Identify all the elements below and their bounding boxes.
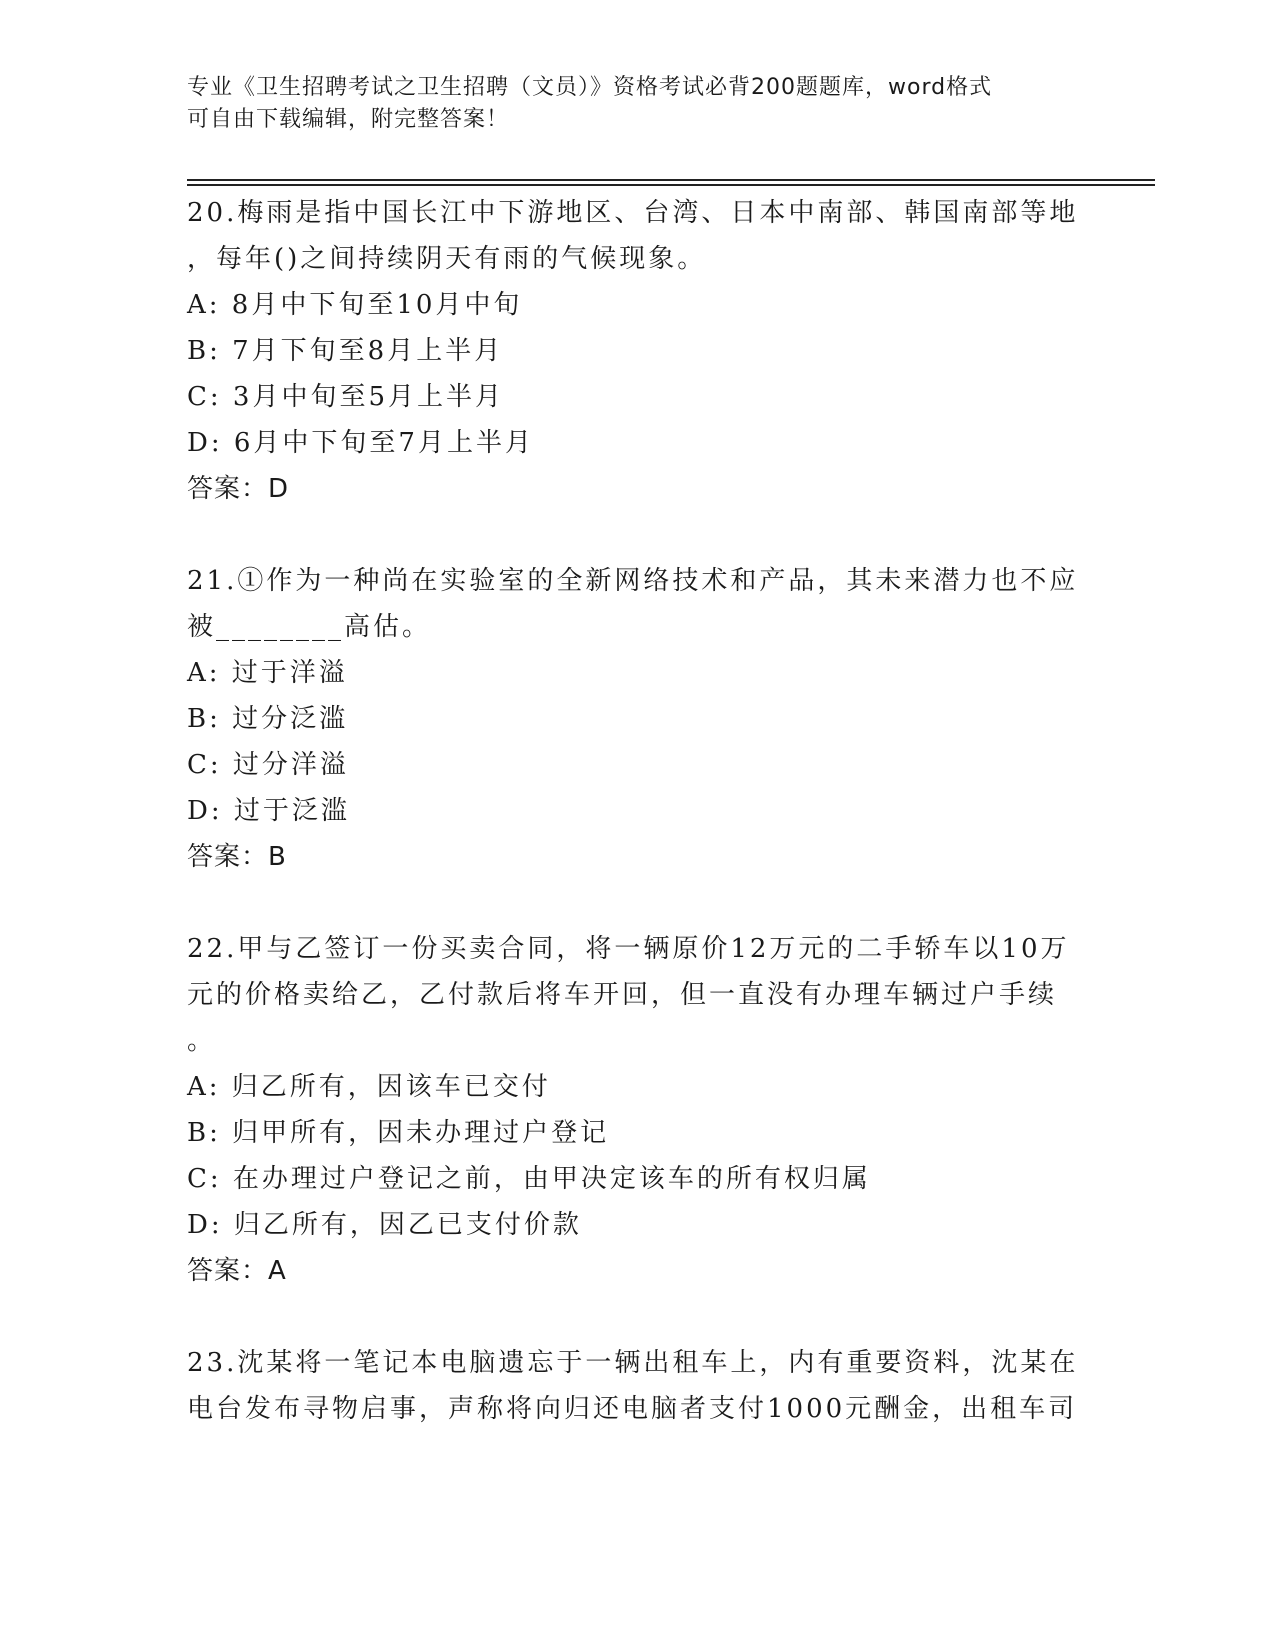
question-text-line: 元的价格卖给乙，乙付款后将车开回，但一直没有办理车辆过户手续 xyxy=(187,980,1058,1010)
header-line-1: 专业《卫生招聘考试之卫生招聘（文员）》资格考试必背200题题库，word格式 xyxy=(187,75,993,100)
question-text-line: 电台发布寻物启事，声称将向归还电脑者支付1000元酬金，出租车司 xyxy=(187,1394,1078,1424)
option-b: B: 归甲所有，因未办理过户登记 xyxy=(187,1118,610,1148)
option-b: B: 过分泛滥 xyxy=(187,704,349,734)
option-a: A: 过于洋溢 xyxy=(187,658,348,688)
spacer xyxy=(187,880,1107,926)
header-rule-bottom xyxy=(187,184,1155,186)
question-text-line: 20.梅雨是指中国长江中下游地区、台湾、日本中南部、韩国南部等地 xyxy=(187,198,1079,228)
option-d: D: 过于泛滥 xyxy=(187,796,350,826)
option-a: A: 8月中下旬至10月中旬 xyxy=(187,290,523,320)
question-text-line: 。 xyxy=(187,1026,217,1056)
option-a: A: 归乙所有，因该车已交付 xyxy=(187,1072,551,1102)
option-c: C: 3月中旬至5月上半月 xyxy=(187,382,505,412)
question-text-line: ，每年()之间持续阴天有雨的气候现象。 xyxy=(187,244,707,274)
question-20 xyxy=(187,190,1107,512)
answer-line: 答案：A xyxy=(187,1256,287,1286)
question-text-line: 22.甲与乙签订一份买卖合同，将一辆原价12万元的二手轿车以10万 xyxy=(187,934,1070,964)
option-d: D: 6月中下旬至7月上半月 xyxy=(187,428,534,458)
question-list xyxy=(187,190,1107,1432)
document-header xyxy=(187,72,1087,136)
answer-line: 答案：D xyxy=(187,474,290,504)
question-text-line: 21.①作为一种尚在实验室的全新网络技术和产品，其未来潜力也不应 xyxy=(187,566,1079,596)
option-b: B: 7月下旬至8月上半月 xyxy=(187,336,504,366)
spacer xyxy=(187,1294,1107,1340)
option-c: C: 过分洋溢 xyxy=(187,750,349,780)
option-d: D: 归乙所有，因乙已支付价款 xyxy=(187,1210,582,1240)
spacer xyxy=(187,512,1107,558)
question-text-line: 23.沈某将一笔记本电脑遗忘于一辆出租车上，内有重要资料，沈某在 xyxy=(187,1348,1079,1378)
header-line-2: 可自由下载编辑，附完整答案！ xyxy=(187,107,510,132)
question-23 xyxy=(187,1340,1107,1432)
question-22 xyxy=(187,926,1107,1294)
question-text-line: 被________高估。 xyxy=(187,612,432,642)
answer-line: 答案：B xyxy=(187,842,287,872)
question-21 xyxy=(187,558,1107,880)
header-rule-top xyxy=(187,179,1155,181)
option-c: C: 在办理过户登记之前，由甲决定该车的所有权归属 xyxy=(187,1164,871,1194)
